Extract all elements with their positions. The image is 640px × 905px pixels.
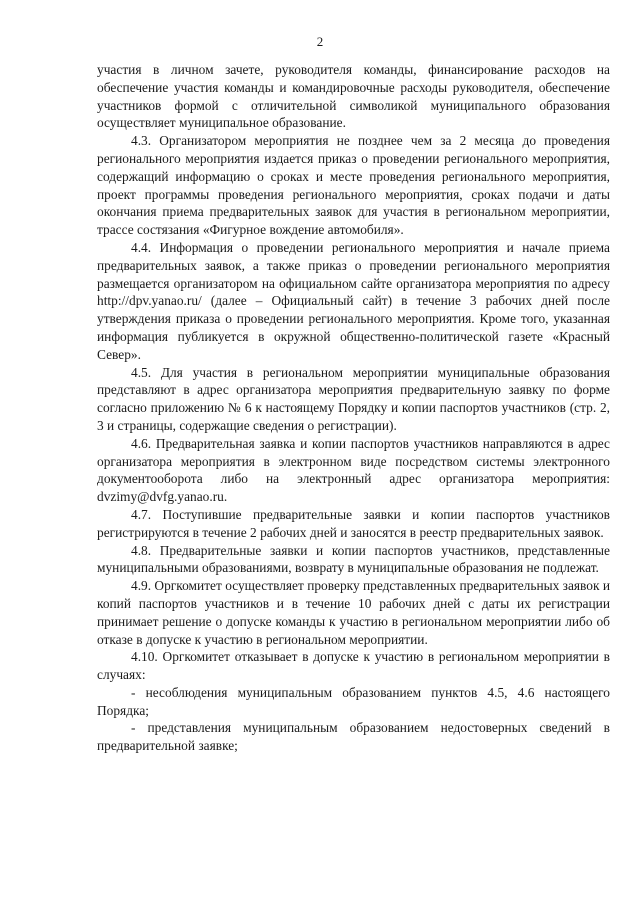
paragraph-4-6: 4.6. Предварительная заявка и копии паспортов участников направляются в адрес организатора мероприятия в электронном виде посредством системы электронного документооборота либо на электронный адрес организатора мероприятия: dvzimy@dvfg.yanao.ru. [97,435,610,505]
paragraph-4-9: 4.9. Оргкомитет осуществляет проверку представленных предварительных заявок и копий паспортов участников и в течение 10 рабочих дней с даты их регистрации принимает решение о допуске команды к участию в региональном мероприятии либо об отказе в допуске к участию в региональном мероприятии. [97,578,611,647]
paragraph-continuation: участия в личном зачете, руководителя команды, финансирование расходов на обеспечение участия команды и командировочные расходы руководителя, обеспечение участников формой с отличительной символикой муниципального образования осуществляет муниципальное образование. [97,62,610,131]
page-number: 2 [316,34,324,49]
paragraph-4-10: 4.10. Оргкомитет отказывает в допуске к участию в региональном мероприятии в случаях: [97,649,610,683]
document-body [97,61,610,755]
paragraph-4-3: 4.3. Организатором мероприятия не позднее чем за 2 месяца до проведения регионального мероприятия издается приказ о проведении регионального мероприятия, содержащий информацию о сроках и месте проведения регионального мероприятия, проект программы проведения регионального мероприятия, сроках подачи и даты окончания приема предварительных заявок для участия в региональном мероприятии, трассе состязания «Фигурное вождение автомобиля». [97,133,610,238]
paragraph-4-5: 4.5. Для участия в региональном мероприятии муниципальные образования представляют в адрес организатора мероприятия предварительную заявку по форме согласно приложению № 6 к настоящему Порядку и копии паспортов участников (стр. 2, 3 и страницы, содержащие сведения о регистрации). [97,364,610,433]
paragraph-4-8: 4.8. Предварительные заявки и копии паспортов участников, представленные муниципальными образованиями, возврату в муниципальные образования не подлежат. [97,542,610,576]
list-item-noncompliance: - несоблюдения муниципальным образованием пунктов 4.5, 4.6 настоящего Порядка; [97,684,610,718]
list-item-false-info: - представления муниципальным образованием недостоверных сведений в предварительной заявке; [97,720,610,754]
paragraph-4-7: 4.7. Поступившие предварительные заявки и копии паспортов участников регистрируются в течение 2 рабочих дней и заносятся в реестр предварительных заявок. [97,506,610,540]
paragraph-4-4: 4.4. Информация о проведении регионального мероприятия и начале приема предварительных заявок, а также приказ о проведении регионального мероприятия размещается организатором на официальном сайте организатора мероприятия по адресу http://dpv.yanao.ru/ (далее – Официальный сайт) в течение 3 рабочих дней после утверждения приказа о проведении регионального мероприятия. Кроме того, указанная информация публикуется в окружной общественно-политической газете «Красный Север». [97,239,610,362]
